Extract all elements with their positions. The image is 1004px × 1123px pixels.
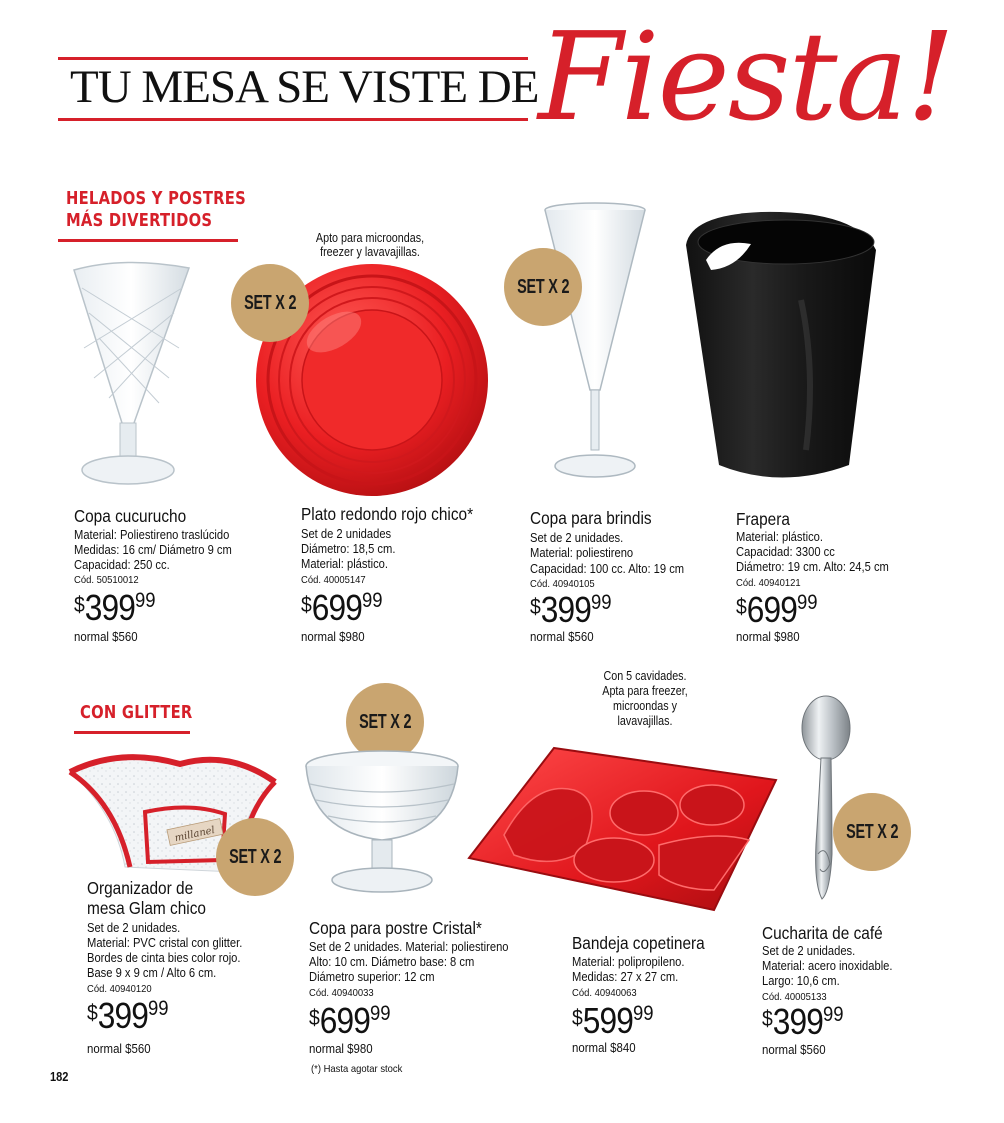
header-rule-top xyxy=(58,57,528,60)
product-desc-line: Set de 2 unidades. xyxy=(87,920,181,935)
page-title: TU MESA SE VISTE DE xyxy=(70,61,539,113)
product-code: Cód. 40940033 xyxy=(309,987,374,999)
product-desc-line: Material: polipropileno. xyxy=(572,954,685,969)
product-desc-line: Material: Poliestireno traslúcido xyxy=(74,527,230,542)
normal-price: normal $980 xyxy=(301,629,365,644)
section-rule-desserts xyxy=(58,239,238,242)
normal-price: normal $560 xyxy=(87,1041,151,1056)
coffee-spoon-image xyxy=(796,694,856,904)
set-badge xyxy=(231,264,309,342)
set-badge-label: SET X 2 xyxy=(243,291,297,314)
price-decimal: 99 xyxy=(633,1002,654,1025)
set-badge-label: SET X 2 xyxy=(228,845,282,868)
product-price xyxy=(87,995,180,1036)
dessert-cup-image xyxy=(302,748,462,898)
product-price xyxy=(762,1001,855,1042)
product-desc-line: Capacidad: 250 cc. xyxy=(74,557,170,572)
product-note-line: Apta para freezer, xyxy=(602,684,688,698)
header-rule-bottom xyxy=(58,118,528,121)
product-desc-line: Diámetro: 18,5 cm. xyxy=(301,541,396,556)
normal-price: normal $980 xyxy=(736,629,800,644)
price-currency: $ xyxy=(530,594,541,619)
brand-label: millanel xyxy=(173,824,216,845)
product-name: Frapera xyxy=(736,509,790,529)
product-name: Copa para brindis xyxy=(530,508,652,528)
product-desc-line: Bordes de cinta bies color rojo. xyxy=(87,950,241,965)
normal-price: normal $560 xyxy=(762,1042,826,1057)
price-decimal: 99 xyxy=(797,591,818,614)
product-name: Copa para postre Cristal* xyxy=(309,918,482,938)
price-decimal: 99 xyxy=(362,589,383,612)
product-name: Organizador de xyxy=(87,878,194,898)
product-desc-line: Material: plástico. xyxy=(301,556,388,571)
product-name: Cucharita de café xyxy=(762,923,883,943)
product-note-line: Con 5 cavidades. xyxy=(603,669,687,683)
product-desc-line: Material: poliestireno xyxy=(530,545,634,560)
product-desc-line: Diámetro: 19 cm. Alto: 24,5 cm xyxy=(736,559,889,574)
product-code: Cód. 40005147 xyxy=(301,574,366,586)
price-decimal: 99 xyxy=(591,591,612,614)
set-badge-label: SET X 2 xyxy=(845,820,899,843)
product-note-line: Apto para microondas, xyxy=(315,231,425,245)
product-code: Cód. 40940063 xyxy=(572,987,637,999)
product-price xyxy=(572,1000,665,1041)
product-price xyxy=(309,1000,402,1041)
price-integer: 399 xyxy=(540,589,592,630)
page-number: 182 xyxy=(50,1069,69,1084)
price-currency: $ xyxy=(572,1005,583,1030)
product-name: Plato redondo rojo chico* xyxy=(301,504,474,524)
product-desc-line: Capacidad: 100 cc. Alto: 19 cm xyxy=(530,561,685,576)
price-integer: 699 xyxy=(746,589,798,630)
price-integer: 599 xyxy=(582,1000,634,1041)
snack-tray-image xyxy=(464,740,784,920)
product-desc-line: Base 9 x 9 cm / Alto 6 cm. xyxy=(87,965,217,980)
price-decimal: 99 xyxy=(135,589,156,612)
product-desc-line: Material: plástico. xyxy=(736,529,823,544)
price-currency: $ xyxy=(309,1005,320,1030)
normal-price: normal $560 xyxy=(530,629,594,644)
product-price xyxy=(74,587,167,628)
product-desc-line: Set de 2 unidades. xyxy=(530,530,624,545)
price-currency: $ xyxy=(74,592,85,617)
page-title-script: Fiesta! xyxy=(538,6,954,148)
product-desc-line: Diámetro superior: 12 cm xyxy=(309,969,435,984)
product-name: Copa cucurucho xyxy=(74,506,187,526)
section-title-desserts-line1: HELADOS Y POSTRES xyxy=(66,188,246,209)
section-title-desserts-line2: MÁS DIVERTIDOS xyxy=(66,210,213,231)
cone-cup-image xyxy=(64,258,194,498)
set-badge-label: SET X 2 xyxy=(516,275,570,298)
product-name: Bandeja copetinera xyxy=(572,933,705,953)
product-price xyxy=(530,589,623,630)
product-code: Cód. 40940120 xyxy=(87,983,152,995)
set-badge xyxy=(504,248,582,326)
product-desc-line: Medidas: 16 cm/ Diámetro 9 cm xyxy=(74,542,232,557)
price-integer: 399 xyxy=(772,1001,824,1042)
price-currency: $ xyxy=(301,592,312,617)
product-desc-line: Alto: 10 cm. Diámetro base: 8 cm xyxy=(309,954,475,969)
product-price xyxy=(736,589,829,630)
product-desc-line: Material: PVC cristal con glitter. xyxy=(87,935,243,950)
product-desc-line: Set de 2 unidades. xyxy=(762,943,856,958)
product-note-line: freezer y lavavajillas. xyxy=(320,245,420,259)
product-desc-line: Material: acero inoxidable. xyxy=(762,958,893,973)
price-currency: $ xyxy=(87,1000,98,1025)
price-currency: $ xyxy=(736,594,747,619)
set-badge xyxy=(833,793,911,871)
price-decimal: 99 xyxy=(823,1003,844,1026)
product-code: Cód. 40005133 xyxy=(762,991,827,1003)
set-badge xyxy=(216,818,294,896)
normal-price: normal $980 xyxy=(309,1041,373,1056)
price-integer: 699 xyxy=(311,587,363,628)
section-rule-glitter xyxy=(74,731,190,734)
product-price xyxy=(301,587,394,628)
normal-price: normal $840 xyxy=(572,1040,636,1055)
product-desc-line: Largo: 10,6 cm. xyxy=(762,973,840,988)
price-decimal: 99 xyxy=(148,997,169,1020)
product-code: Cód. 40940121 xyxy=(736,577,801,589)
product-desc-line: Medidas: 27 x 27 cm. xyxy=(572,969,679,984)
product-code: Cód. 40940105 xyxy=(530,578,595,590)
normal-price: normal $560 xyxy=(74,629,138,644)
price-integer: 399 xyxy=(84,587,136,628)
ice-bucket-image xyxy=(681,210,881,490)
product-desc-line: Set de 2 unidades. Material: poliestireno xyxy=(309,939,509,954)
product-desc-line: Set de 2 unidades xyxy=(301,526,392,541)
champagne-flute-image xyxy=(540,200,650,490)
product-note-line: lavavajillas. xyxy=(617,714,673,728)
price-integer: 399 xyxy=(97,995,149,1036)
product-name: mesa Glam chico xyxy=(87,898,206,918)
price-decimal: 99 xyxy=(370,1002,391,1025)
product-desc-line: Capacidad: 3300 cc xyxy=(736,544,835,559)
set-badge-label: SET X 2 xyxy=(358,710,412,733)
section-title-glitter: CON GLITTER xyxy=(80,702,193,723)
product-code: Cód. 50510012 xyxy=(74,574,139,586)
price-currency: $ xyxy=(762,1006,773,1031)
stock-footnote: (*) Hasta agotar stock xyxy=(311,1063,403,1075)
product-note-line: microondas y xyxy=(613,699,677,713)
price-integer: 699 xyxy=(319,1000,371,1041)
